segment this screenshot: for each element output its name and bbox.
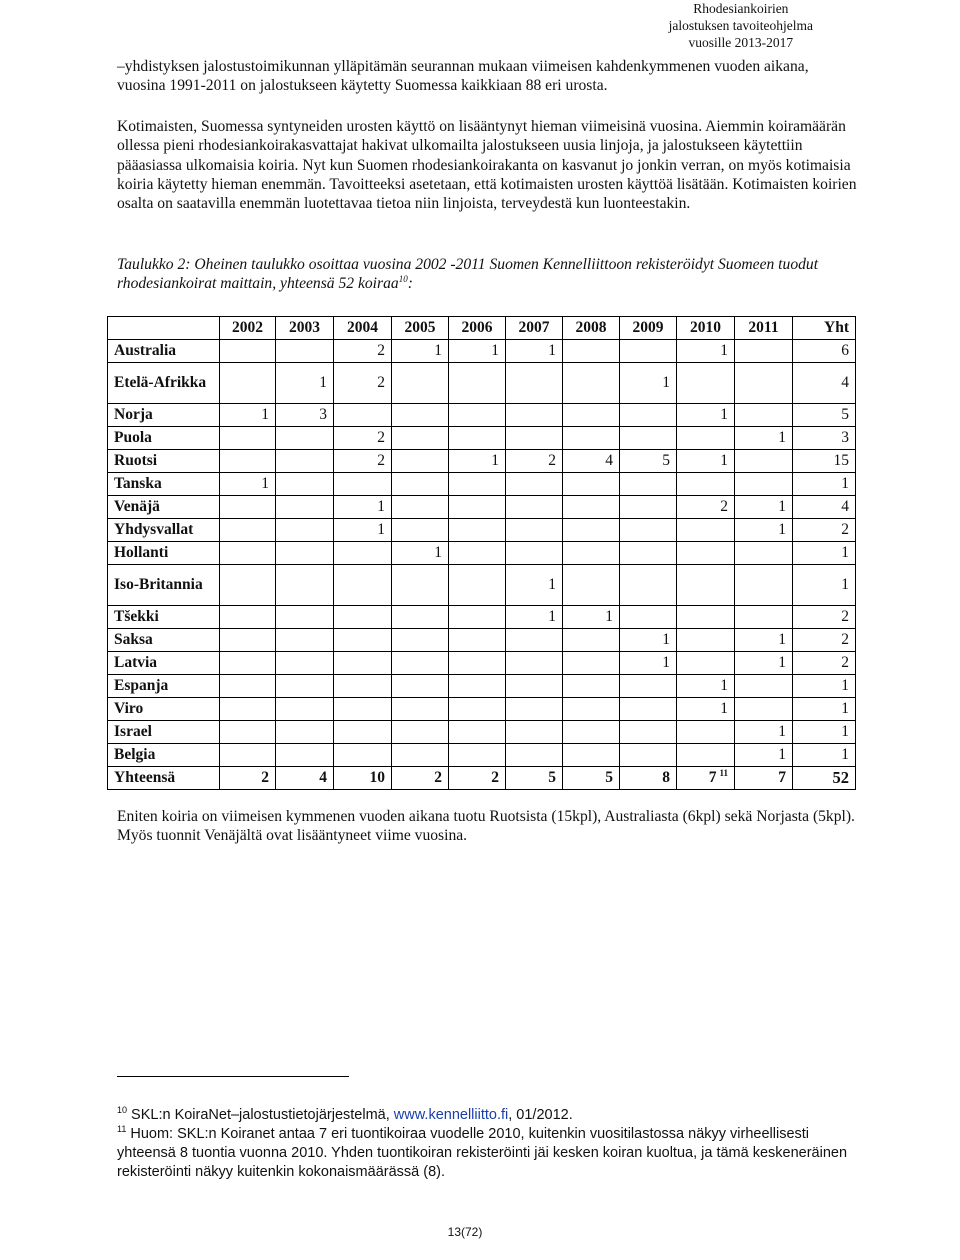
count-cell bbox=[449, 473, 506, 496]
count-cell bbox=[620, 427, 677, 450]
kennelliitto-link[interactable]: www.kennelliitto.fi bbox=[393, 1107, 509, 1123]
count-cell bbox=[620, 721, 677, 744]
year-total-value: 2 bbox=[491, 769, 499, 786]
count-cell bbox=[449, 744, 506, 767]
total-row bbox=[108, 767, 856, 790]
footnote-11-mark: 11 bbox=[117, 1124, 127, 1135]
count-cell bbox=[563, 473, 620, 496]
count-cell: 1 bbox=[735, 496, 793, 519]
count-cell bbox=[220, 629, 276, 652]
count-cell bbox=[220, 675, 276, 698]
count-cell: 1 bbox=[677, 404, 735, 427]
country-cell: Etelä-Afrikka bbox=[108, 363, 220, 404]
country-cell: Viro bbox=[108, 698, 220, 721]
count-cell bbox=[392, 721, 449, 744]
count-cell bbox=[506, 629, 563, 652]
year-total-cell bbox=[334, 767, 392, 790]
year-total-cell bbox=[677, 767, 735, 790]
count-cell: 1 bbox=[392, 340, 449, 363]
count-cell bbox=[276, 565, 334, 606]
column-header: 2008 bbox=[563, 317, 620, 340]
count-cell bbox=[220, 496, 276, 519]
count-cell bbox=[392, 427, 449, 450]
table-row bbox=[108, 404, 856, 427]
paragraph-summary: Eniten koiria on viimeisen kymmenen vuoden aikana tuotu Ruotsista (15kpl), Australiasta (6kpl) sekä Norjasta (5kpl). Myös tuonnit Venäjältä ovat lisääntyneet viime vuosina. bbox=[117, 808, 855, 845]
row-total-cell: 1 bbox=[793, 542, 856, 565]
column-header: Yht bbox=[793, 317, 856, 340]
count-cell bbox=[449, 519, 506, 542]
count-cell bbox=[620, 496, 677, 519]
count-cell bbox=[563, 542, 620, 565]
table-row bbox=[108, 363, 856, 404]
count-cell bbox=[506, 363, 563, 404]
table-row bbox=[108, 473, 856, 496]
year-total-cell bbox=[276, 767, 334, 790]
count-cell bbox=[620, 519, 677, 542]
caption-text: Taulukko 2: Oheinen taulukko osoittaa vuosina 2002 -2011 Suomen Kennelliittoon rekisteröidyt Suomeen tuodut rhodesiankoirat maittain, yhteensä 52 koiraa bbox=[117, 256, 819, 293]
row-total-cell: 15 bbox=[793, 450, 856, 473]
row-total-cell: 2 bbox=[793, 652, 856, 675]
country-cell: Belgia bbox=[108, 744, 220, 767]
caption-end: : bbox=[407, 275, 413, 293]
count-cell: 1 bbox=[735, 629, 793, 652]
count-cell bbox=[735, 340, 793, 363]
count-cell: 1 bbox=[735, 652, 793, 675]
count-cell: 1 bbox=[735, 744, 793, 767]
table-row bbox=[108, 340, 856, 363]
count-cell bbox=[220, 450, 276, 473]
count-cell: 1 bbox=[620, 629, 677, 652]
row-total-cell: 4 bbox=[793, 363, 856, 404]
page-number: 13(72) bbox=[447, 1225, 483, 1239]
table-row bbox=[108, 606, 856, 629]
count-cell bbox=[735, 606, 793, 629]
table-row bbox=[108, 744, 856, 767]
header-corner-cell bbox=[108, 317, 220, 340]
table-row bbox=[108, 542, 856, 565]
count-cell bbox=[392, 363, 449, 404]
count-cell bbox=[334, 744, 392, 767]
count-cell bbox=[563, 519, 620, 542]
table-row bbox=[108, 519, 856, 542]
row-total-cell: 4 bbox=[793, 496, 856, 519]
table-row bbox=[108, 427, 856, 450]
year-total-cell bbox=[506, 767, 563, 790]
count-cell bbox=[392, 698, 449, 721]
count-cell: 1 bbox=[506, 565, 563, 606]
count-cell bbox=[392, 450, 449, 473]
column-header: 2009 bbox=[620, 317, 677, 340]
row-total-cell: 3 bbox=[793, 427, 856, 450]
row-total-cell: 1 bbox=[793, 565, 856, 606]
count-cell: 2 bbox=[334, 450, 392, 473]
count-cell bbox=[506, 675, 563, 698]
count-cell bbox=[620, 565, 677, 606]
year-total-cell bbox=[563, 767, 620, 790]
count-cell: 1 bbox=[334, 519, 392, 542]
year-total-value: 7 bbox=[708, 769, 717, 786]
count-cell bbox=[392, 629, 449, 652]
count-cell bbox=[735, 675, 793, 698]
year-total-value: 2 bbox=[434, 769, 442, 786]
count-cell bbox=[220, 542, 276, 565]
table-row bbox=[108, 652, 856, 675]
count-cell bbox=[276, 606, 334, 629]
column-header: 2010 bbox=[677, 317, 735, 340]
count-cell bbox=[677, 542, 735, 565]
year-total-value: 2 bbox=[261, 769, 269, 786]
paragraph-domestic-males: Kotimaisten, Suomessa syntyneiden urosten käyttö on lisääntynyt hieman viimeisinä vuosina. Aiemmin koiramäärän ollessa pieni rhodesiankoirakasvattajat hakivat ulkomailta jalostukseen uusia linjoja, ja jalostukseen käytettiin pääasiassa ulkomaisia koiria. Nyt kun Suomen rhodesiankoirakanta on kasvanut jo jonkin verran, on myös kotimaisia koiria käytetty hieman enemmän. Tavoitteeksi asetetaan, että kotimaisten urosten käyttöä lisätään. Kotimaisten koirien osalta on saatavilla enemmän luotettavaa tietoa niin linjoista, terveydestä kun luonteestakin. bbox=[117, 118, 857, 213]
count-cell bbox=[392, 606, 449, 629]
count-cell bbox=[449, 496, 506, 519]
count-cell bbox=[563, 363, 620, 404]
count-cell bbox=[392, 404, 449, 427]
year-total-value: 8 bbox=[662, 769, 670, 786]
count-cell bbox=[677, 629, 735, 652]
footnote-divider bbox=[117, 1076, 349, 1077]
footnote-11 bbox=[117, 1125, 857, 1182]
footnote-10-text: SKL:n KoiraNet–jalostustietojärjestelmä, bbox=[127, 1107, 394, 1123]
count-cell bbox=[735, 473, 793, 496]
count-cell: 1 bbox=[276, 363, 334, 404]
row-total-cell: 2 bbox=[793, 519, 856, 542]
count-cell bbox=[506, 404, 563, 427]
column-header: 2011 bbox=[735, 317, 793, 340]
year-total-cell bbox=[735, 767, 793, 790]
count-cell bbox=[276, 652, 334, 675]
year-total-cell bbox=[392, 767, 449, 790]
count-cell bbox=[276, 675, 334, 698]
count-cell bbox=[735, 404, 793, 427]
count-cell bbox=[735, 450, 793, 473]
count-cell bbox=[449, 721, 506, 744]
footnote-ref-11[interactable]: 11 bbox=[719, 767, 728, 778]
year-total-cell bbox=[220, 767, 276, 790]
count-cell: 5 bbox=[620, 450, 677, 473]
count-cell bbox=[506, 496, 563, 519]
header-line-3: vuosille 2013-2017 bbox=[688, 35, 794, 50]
country-cell: Ruotsi bbox=[108, 450, 220, 473]
count-cell bbox=[677, 744, 735, 767]
footnote-10-end: , 01/2012. bbox=[508, 1107, 573, 1123]
count-cell bbox=[449, 652, 506, 675]
count-cell bbox=[220, 606, 276, 629]
count-cell: 1 bbox=[392, 542, 449, 565]
count-cell bbox=[620, 698, 677, 721]
count-cell bbox=[506, 473, 563, 496]
count-cell bbox=[220, 721, 276, 744]
count-cell bbox=[334, 565, 392, 606]
count-cell bbox=[677, 721, 735, 744]
count-cell bbox=[620, 473, 677, 496]
count-cell bbox=[334, 652, 392, 675]
column-header: 2004 bbox=[334, 317, 392, 340]
count-cell: 1 bbox=[334, 496, 392, 519]
count-cell bbox=[677, 606, 735, 629]
table-caption bbox=[117, 255, 857, 294]
count-cell bbox=[506, 744, 563, 767]
table-row bbox=[108, 675, 856, 698]
count-cell bbox=[276, 698, 334, 721]
count-cell bbox=[220, 363, 276, 404]
count-cell bbox=[392, 565, 449, 606]
count-cell bbox=[276, 450, 334, 473]
count-cell bbox=[334, 542, 392, 565]
year-total-value: 4 bbox=[319, 769, 327, 786]
count-cell bbox=[449, 606, 506, 629]
count-cell bbox=[392, 473, 449, 496]
count-cell: 1 bbox=[506, 606, 563, 629]
count-cell bbox=[563, 698, 620, 721]
count-cell: 1 bbox=[563, 606, 620, 629]
year-total-value: 5 bbox=[605, 769, 613, 786]
count-cell bbox=[563, 721, 620, 744]
imports-table bbox=[107, 316, 856, 790]
caption-footnote-ref[interactable]: 10 bbox=[398, 274, 408, 285]
count-cell: 1 bbox=[677, 675, 735, 698]
count-cell bbox=[392, 652, 449, 675]
year-total-cell bbox=[449, 767, 506, 790]
country-cell: Latvia bbox=[108, 652, 220, 675]
count-cell bbox=[276, 427, 334, 450]
count-cell bbox=[620, 744, 677, 767]
column-header: 2003 bbox=[276, 317, 334, 340]
count-cell bbox=[449, 363, 506, 404]
count-cell bbox=[735, 542, 793, 565]
count-cell bbox=[449, 427, 506, 450]
count-cell bbox=[620, 606, 677, 629]
country-cell: Australia bbox=[108, 340, 220, 363]
table-row bbox=[108, 721, 856, 744]
count-cell bbox=[392, 496, 449, 519]
year-total-cell bbox=[620, 767, 677, 790]
grand-total-cell: 52 bbox=[793, 767, 856, 790]
count-cell bbox=[220, 340, 276, 363]
count-cell bbox=[735, 363, 793, 404]
count-cell: 1 bbox=[506, 340, 563, 363]
count-cell bbox=[677, 427, 735, 450]
count-cell bbox=[449, 698, 506, 721]
footnotes bbox=[117, 1106, 857, 1182]
footnote-11-text: Huom: SKL:n Koiranet antaa 7 eri tuontikoiraa vuodelle 2010, kuitenkin vuositilastossa näkyy virheellisesti yhteensä 8 tuontia vuonna 2010. Yhden tuontikoiran rekisteröinti jäi kesken koiran kuoltua, ja tämä keskeneräinen rekisteröinti näkyy kuitenkin kokonaismäärässä (8). bbox=[117, 1126, 848, 1180]
count-cell bbox=[563, 496, 620, 519]
count-cell bbox=[334, 473, 392, 496]
table-row bbox=[108, 698, 856, 721]
count-cell: 1 bbox=[620, 363, 677, 404]
header-line-1: Rhodesiankoirien bbox=[693, 1, 789, 16]
count-cell bbox=[276, 744, 334, 767]
table-header-row bbox=[108, 317, 856, 340]
country-cell: Israel bbox=[108, 721, 220, 744]
column-header: 2006 bbox=[449, 317, 506, 340]
count-cell bbox=[220, 519, 276, 542]
count-cell bbox=[563, 340, 620, 363]
count-cell bbox=[677, 473, 735, 496]
count-cell bbox=[677, 652, 735, 675]
count-cell: 1 bbox=[735, 721, 793, 744]
row-total-cell: 1 bbox=[793, 675, 856, 698]
count-cell bbox=[276, 473, 334, 496]
country-cell: Puola bbox=[108, 427, 220, 450]
country-cell: Saksa bbox=[108, 629, 220, 652]
footnote-10-mark: 10 bbox=[117, 1105, 128, 1116]
count-cell bbox=[220, 652, 276, 675]
row-total-cell: 1 bbox=[793, 744, 856, 767]
count-cell: 2 bbox=[506, 450, 563, 473]
country-cell: Tanska bbox=[108, 473, 220, 496]
count-cell bbox=[677, 363, 735, 404]
count-cell bbox=[449, 565, 506, 606]
paragraph-intro: –yhdistyksen jalostustoimikunnan ylläpitämän seurannan mukaan viimeisen kahdenkymmenen vuoden aikana, vuosina 1991-2011 on jalostukseen käytetty Suomessa kaikkiaan 88 eri urosta. bbox=[117, 58, 809, 95]
count-cell: 1 bbox=[220, 473, 276, 496]
count-cell: 1 bbox=[677, 698, 735, 721]
count-cell bbox=[334, 698, 392, 721]
count-cell: 2 bbox=[334, 427, 392, 450]
count-cell bbox=[620, 542, 677, 565]
column-header: 2005 bbox=[392, 317, 449, 340]
column-header: 2007 bbox=[506, 317, 563, 340]
count-cell bbox=[392, 519, 449, 542]
footnote-10 bbox=[117, 1106, 857, 1125]
year-total-value: 7 bbox=[778, 769, 786, 786]
count-cell bbox=[392, 675, 449, 698]
count-cell bbox=[334, 606, 392, 629]
header-line-2: jalostuksen tavoiteohjelma bbox=[668, 18, 813, 33]
column-header: 2002 bbox=[220, 317, 276, 340]
count-cell bbox=[334, 721, 392, 744]
count-cell bbox=[506, 698, 563, 721]
count-cell bbox=[563, 629, 620, 652]
count-cell: 1 bbox=[220, 404, 276, 427]
country-cell: Yhdysvallat bbox=[108, 519, 220, 542]
count-cell: 1 bbox=[735, 427, 793, 450]
count-cell bbox=[220, 565, 276, 606]
count-cell bbox=[506, 427, 563, 450]
row-total-cell: 1 bbox=[793, 721, 856, 744]
row-total-cell: 2 bbox=[793, 606, 856, 629]
count-cell bbox=[276, 496, 334, 519]
row-total-cell: 1 bbox=[793, 698, 856, 721]
count-cell bbox=[276, 542, 334, 565]
country-cell: Iso-Britannia bbox=[108, 565, 220, 606]
count-cell: 1 bbox=[735, 519, 793, 542]
count-cell bbox=[220, 427, 276, 450]
table-row bbox=[108, 565, 856, 606]
count-cell bbox=[449, 675, 506, 698]
count-cell bbox=[563, 652, 620, 675]
count-cell bbox=[334, 629, 392, 652]
count-cell bbox=[563, 565, 620, 606]
count-cell bbox=[334, 404, 392, 427]
count-cell bbox=[276, 519, 334, 542]
count-cell bbox=[276, 629, 334, 652]
count-cell bbox=[276, 721, 334, 744]
count-cell: 2 bbox=[334, 363, 392, 404]
count-cell bbox=[506, 542, 563, 565]
count-cell: 1 bbox=[449, 340, 506, 363]
count-cell: 1 bbox=[449, 450, 506, 473]
count-cell: 2 bbox=[334, 340, 392, 363]
count-cell: 1 bbox=[620, 652, 677, 675]
table-row bbox=[108, 496, 856, 519]
count-cell bbox=[620, 404, 677, 427]
page-header bbox=[669, 0, 813, 51]
count-cell bbox=[563, 744, 620, 767]
row-total-cell: 1 bbox=[793, 473, 856, 496]
table-row bbox=[108, 450, 856, 473]
country-cell: Venäjä bbox=[108, 496, 220, 519]
count-cell bbox=[563, 427, 620, 450]
count-cell bbox=[677, 519, 735, 542]
country-cell: Hollanti bbox=[108, 542, 220, 565]
count-cell bbox=[735, 698, 793, 721]
count-cell: 1 bbox=[677, 450, 735, 473]
count-cell: 4 bbox=[563, 450, 620, 473]
total-label: Yhteensä bbox=[108, 767, 220, 790]
count-cell bbox=[506, 721, 563, 744]
count-cell bbox=[506, 652, 563, 675]
count-cell: 1 bbox=[677, 340, 735, 363]
count-cell bbox=[220, 744, 276, 767]
row-total-cell: 2 bbox=[793, 629, 856, 652]
year-total-value: 5 bbox=[548, 769, 556, 786]
count-cell bbox=[506, 519, 563, 542]
count-cell bbox=[449, 629, 506, 652]
country-cell: Espanja bbox=[108, 675, 220, 698]
year-total-value: 10 bbox=[369, 769, 385, 786]
country-cell: Tšekki bbox=[108, 606, 220, 629]
count-cell bbox=[620, 675, 677, 698]
count-cell: 3 bbox=[276, 404, 334, 427]
count-cell bbox=[449, 542, 506, 565]
count-cell bbox=[334, 675, 392, 698]
count-cell bbox=[677, 565, 735, 606]
table-row bbox=[108, 629, 856, 652]
row-total-cell: 5 bbox=[793, 404, 856, 427]
count-cell bbox=[563, 675, 620, 698]
count-cell bbox=[620, 340, 677, 363]
count-cell bbox=[563, 404, 620, 427]
count-cell bbox=[449, 404, 506, 427]
count-cell bbox=[220, 698, 276, 721]
count-cell: 2 bbox=[677, 496, 735, 519]
count-cell bbox=[276, 340, 334, 363]
count-cell bbox=[735, 565, 793, 606]
count-cell bbox=[392, 744, 449, 767]
row-total-cell: 6 bbox=[793, 340, 856, 363]
country-cell: Norja bbox=[108, 404, 220, 427]
